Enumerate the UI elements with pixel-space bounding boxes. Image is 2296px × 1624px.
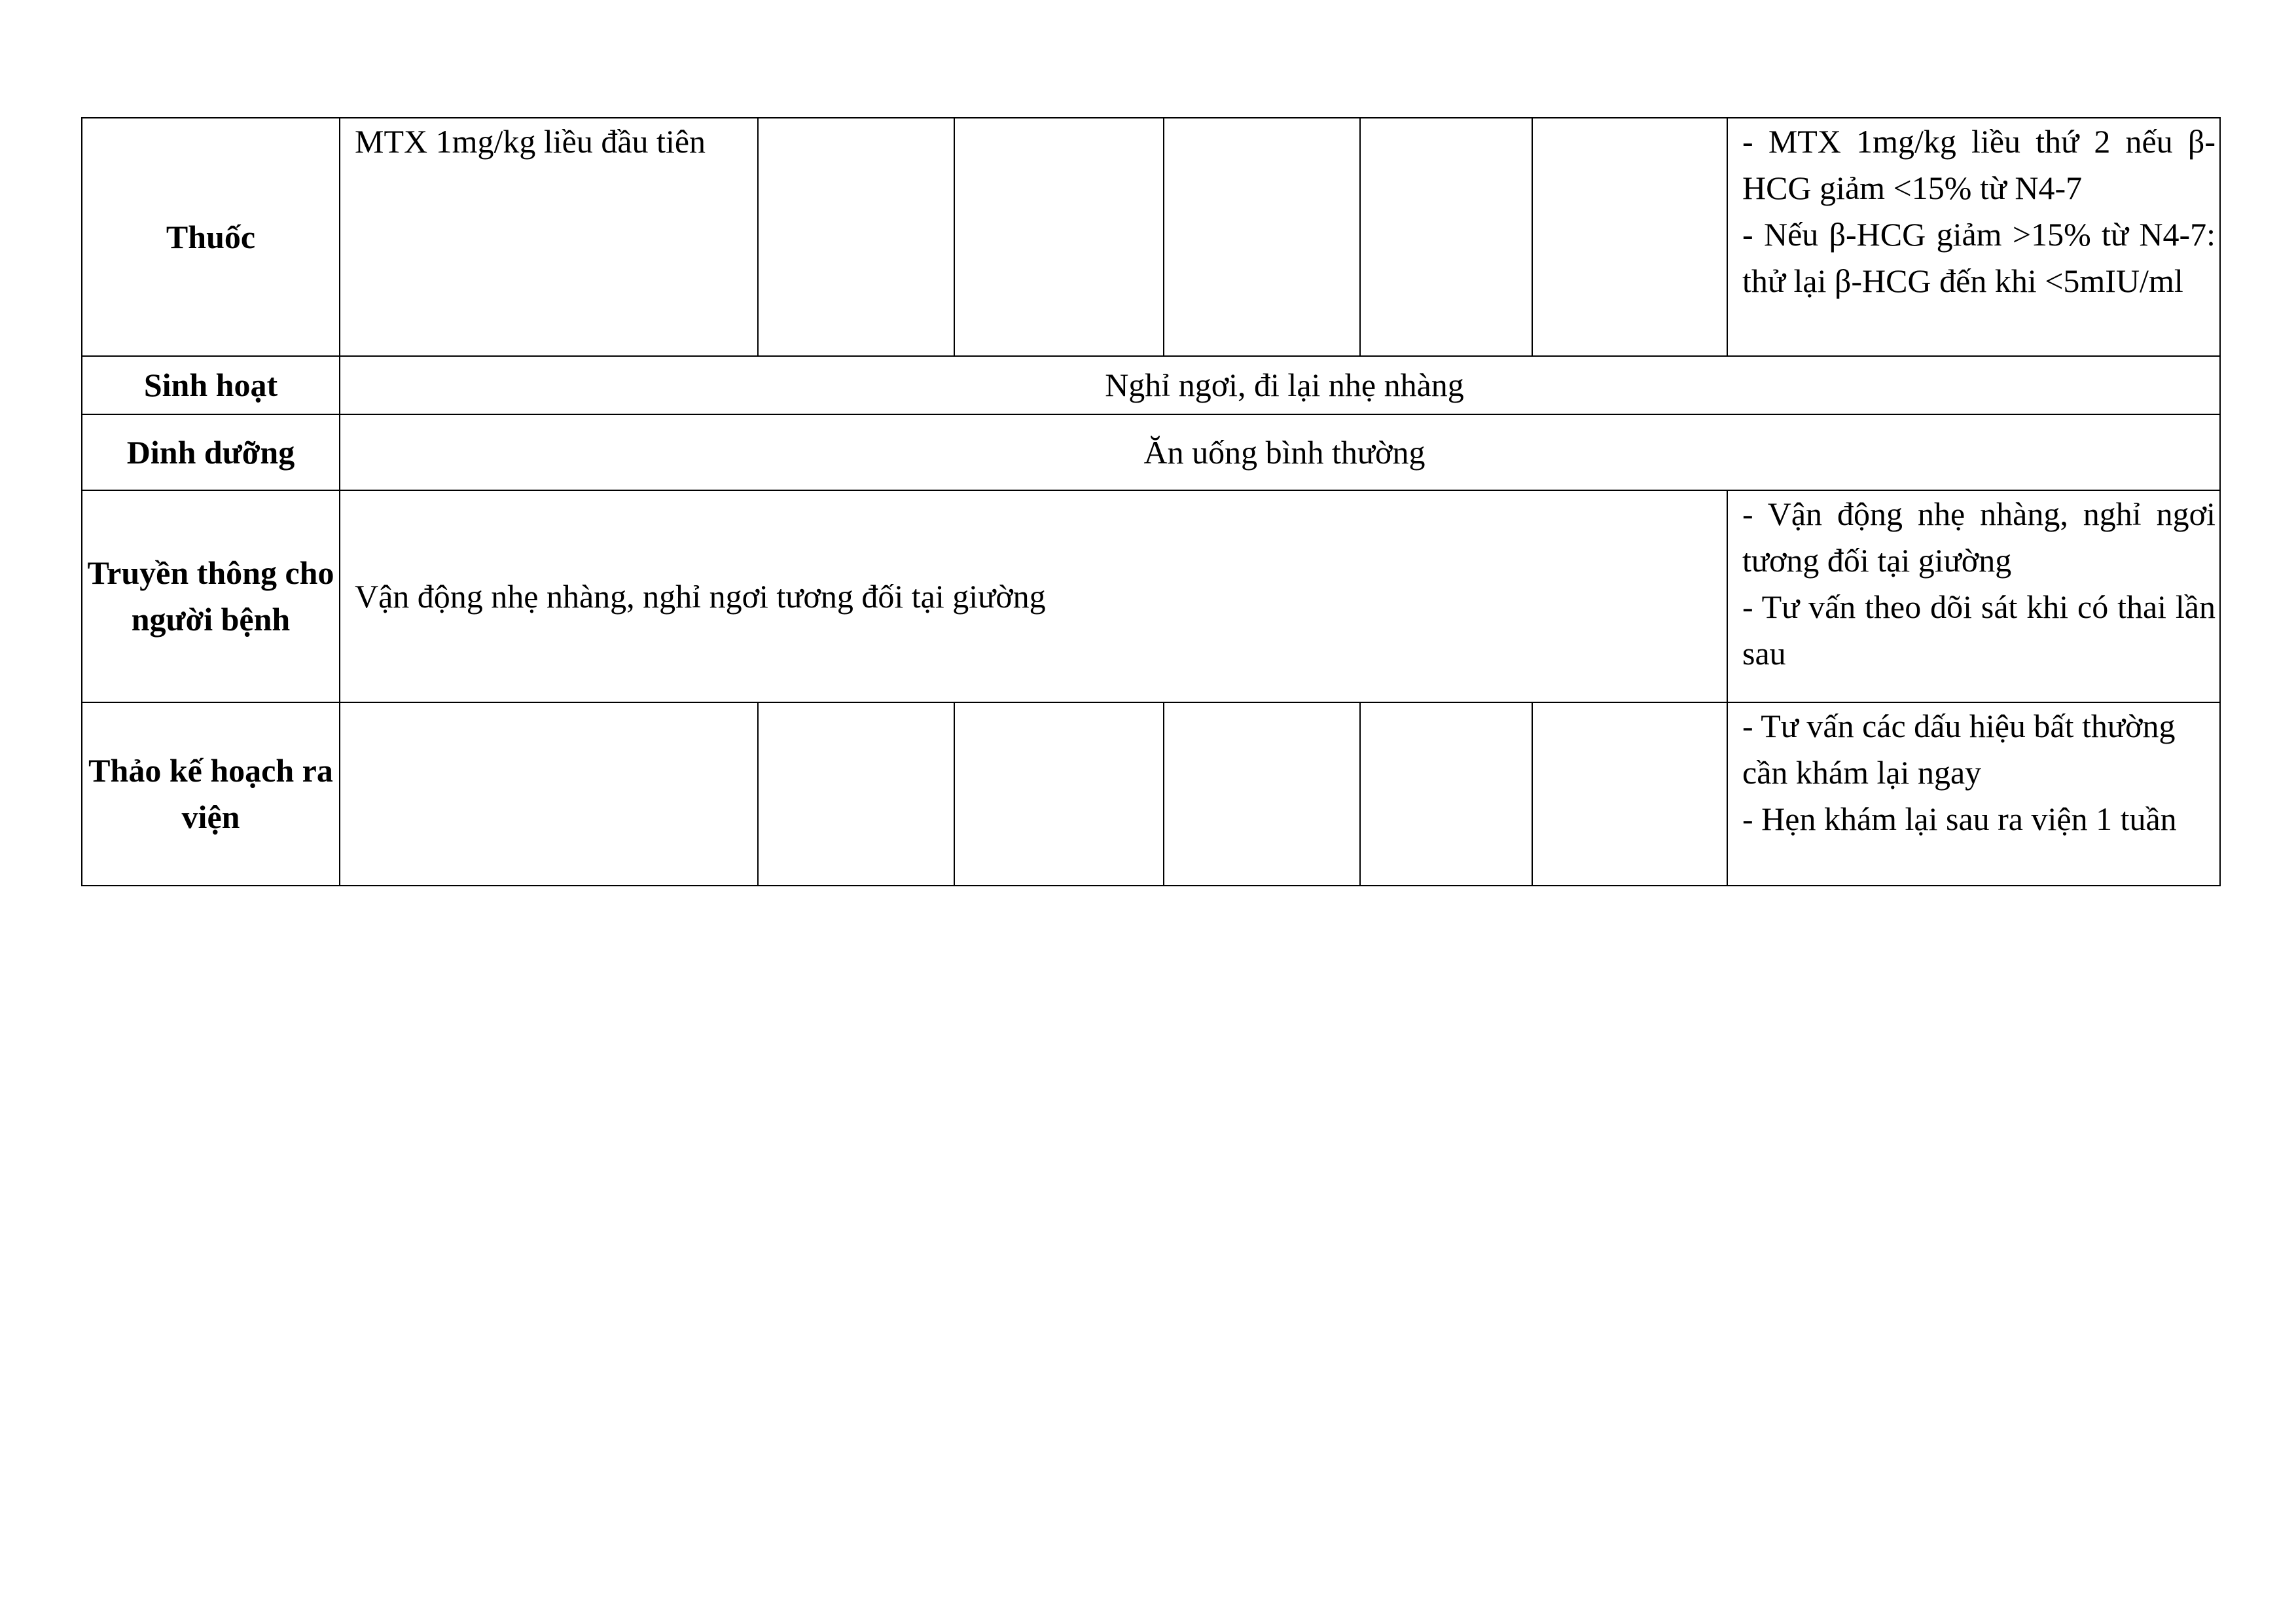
cell-empty <box>1360 702 1532 886</box>
care-plan-table <box>81 117 2221 886</box>
cell-empty <box>954 118 1164 356</box>
cell-empty <box>1532 118 1727 356</box>
cell-empty <box>1360 118 1532 356</box>
cell-empty <box>758 118 954 356</box>
cell-thuoc-first: MTX 1mg/kg liều đầu tiên <box>340 118 758 356</box>
table-row-truyen-thong <box>82 490 2220 702</box>
cell-line: - Hẹn khám lại sau ra viện 1 tuần <box>1742 801 2177 837</box>
row-label-sinh-hoat: Sinh hoạt <box>82 356 340 414</box>
cell-empty <box>1164 118 1360 356</box>
row-label-thuoc: Thuốc <box>82 118 340 356</box>
cell-empty <box>1164 702 1360 886</box>
row-label-thao-ke-hoach: Thảo kế hoạch ra viện <box>82 702 340 886</box>
cell-dinh-duong-merged: Ăn uống bình thường <box>340 414 2220 490</box>
cell-thao-ke-hoach-last <box>1727 702 2220 886</box>
table-row-sinh-hoat <box>82 356 2220 414</box>
cell-line: - MTX 1mg/kg liều thứ 2 nếu β-HCG giảm <15% từ N4-7 <box>1742 123 2215 206</box>
cell-empty <box>758 702 954 886</box>
cell-empty <box>340 702 758 886</box>
cell-empty <box>1532 702 1727 886</box>
table-row-thuoc <box>82 118 2220 356</box>
table-row-dinh-duong <box>82 414 2220 490</box>
cell-thuoc-last <box>1727 118 2220 356</box>
cell-sinh-hoat-merged: Nghỉ ngơi, đi lại nhẹ nhàng <box>340 356 2220 414</box>
cell-line: - Vận động nhẹ nhàng, nghỉ ngơi tương đối tại giường <box>1742 496 2215 579</box>
cell-truyen-thong-last <box>1727 490 2220 702</box>
cell-line: - Tư vấn các dấu hiệu bất thường cần khám lại ngay <box>1742 708 2176 791</box>
cell-truyen-thong-merged: Vận động nhẹ nhàng, nghỉ ngơi tương đối tại giường <box>340 490 1727 702</box>
cell-empty <box>954 702 1164 886</box>
table-row-thao-ke-hoach <box>82 702 2220 886</box>
row-label-truyen-thong: Truyền thông cho người bệnh <box>82 490 340 702</box>
cell-line: - Tư vấn theo dõi sát khi có thai lần sau <box>1742 588 2215 672</box>
cell-line: - Nếu β-HCG giảm >15% từ N4-7: thử lại β-HCG đến khi <5mIU/ml <box>1742 216 2215 299</box>
row-label-dinh-duong: Dinh dưỡng <box>82 414 340 490</box>
